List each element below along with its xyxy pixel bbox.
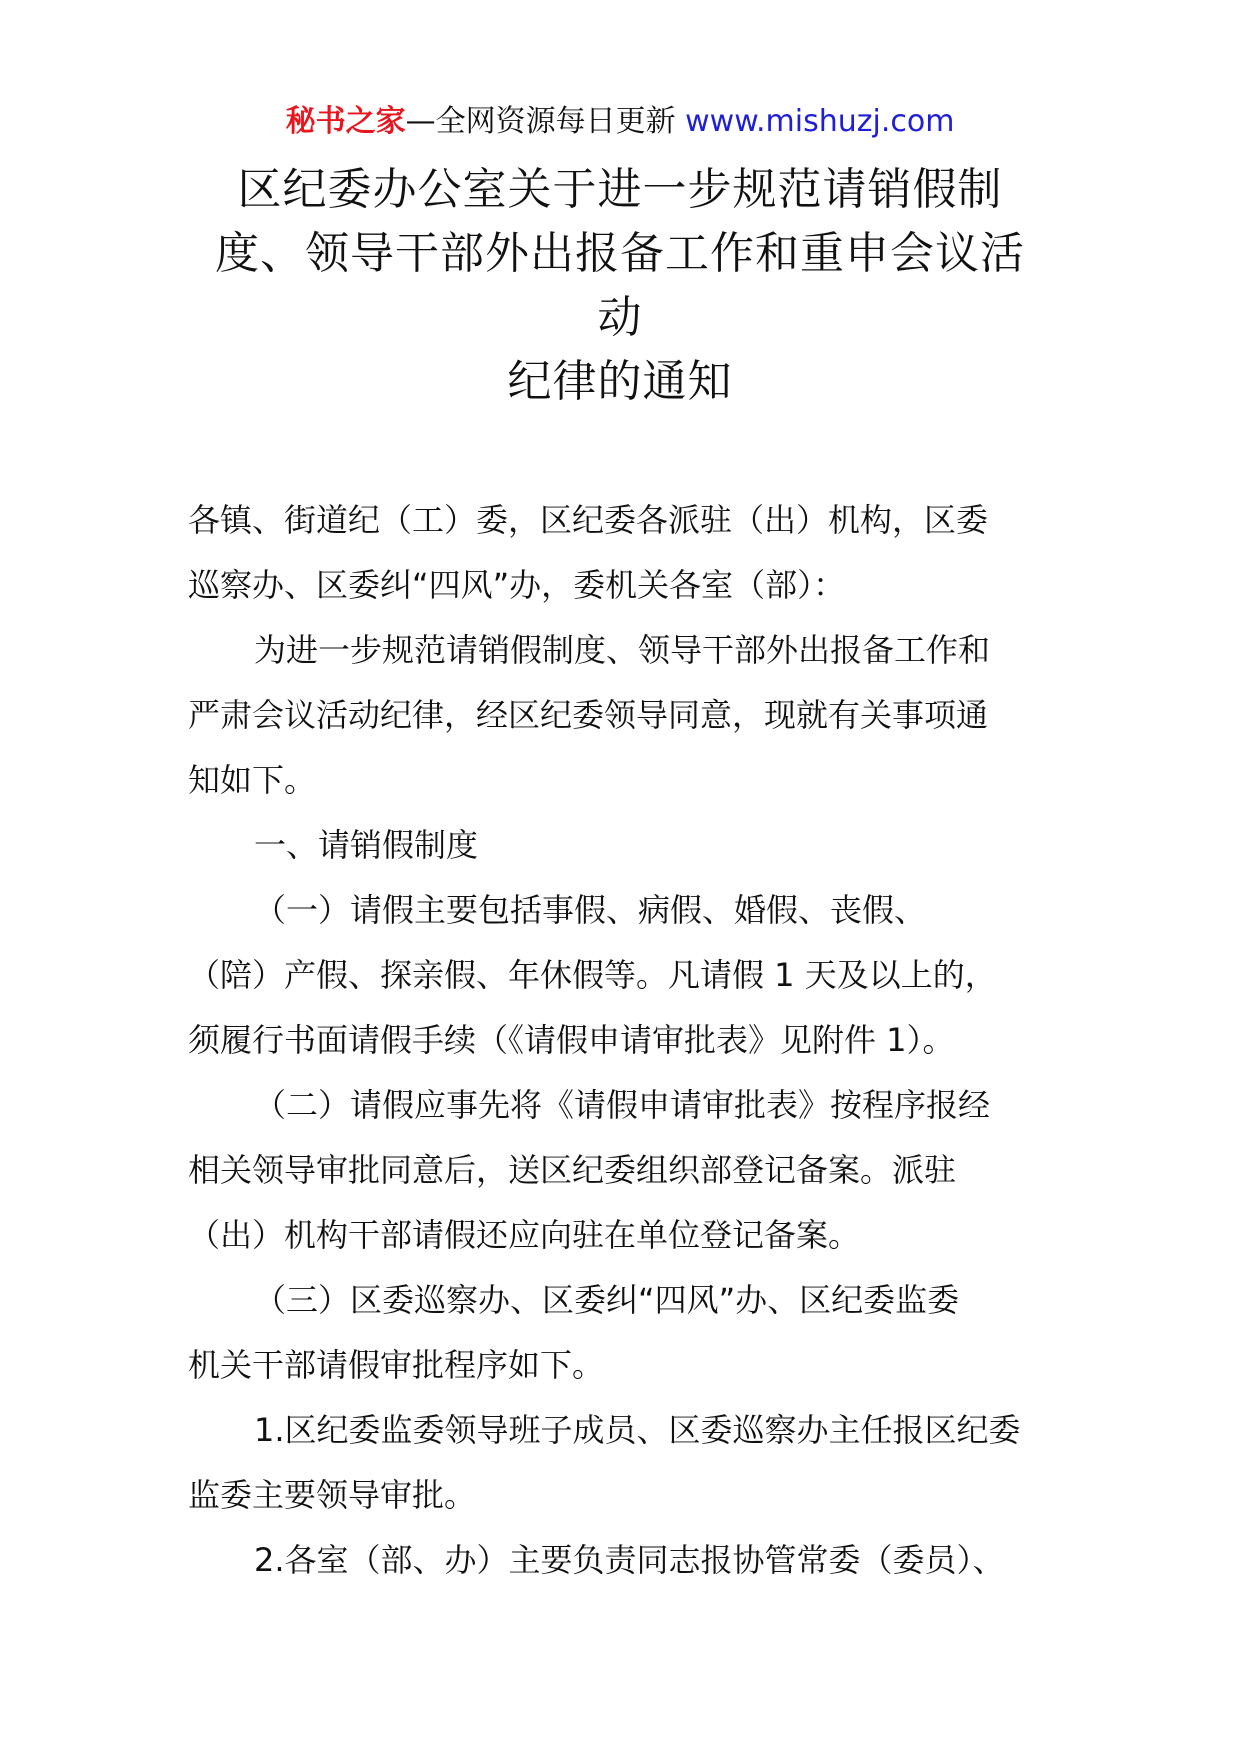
salutation	[188, 488, 1056, 618]
brand-name: 秘书之家	[285, 104, 406, 139]
sub2-line: 2.各室（部、办）主要负责同志报协管常委（委员）、	[254, 1541, 1005, 1579]
item-paragraph-1	[188, 878, 1056, 1073]
item3-line: （三）区委巡察办、区委纠“四风”办、区纪委监委	[254, 1281, 960, 1319]
intro-line: 为进一步规范请销假制度、领导干部外出报备工作和	[254, 631, 991, 669]
document-body	[188, 488, 1056, 1593]
sub-item-2	[188, 1528, 1056, 1593]
salutation-line: 巡察办、区委纠“四风”办，委机关各室（部）：	[188, 566, 846, 604]
sub1-line: 监委主要领导审批。	[188, 1476, 477, 1514]
item3-line: 机关干部请假审批程序如下。	[188, 1346, 605, 1384]
document-title	[190, 158, 1050, 414]
item2-line: 相关领导审批同意后，送区纪委组织部登记备案。派驻	[188, 1151, 957, 1189]
item1-line: （一）请假主要包括事假、病假、婚假、丧假、	[254, 891, 927, 929]
site-url[interactable]: www.mishuzj.com	[685, 104, 955, 139]
header-tagline: —全网资源每日更新	[405, 104, 686, 139]
section1-heading: 一、请销假制度	[254, 826, 479, 864]
item-paragraph-3	[188, 1268, 1056, 1398]
title-line: 度、领导干部外出报备工作和重申会议活	[215, 228, 1025, 279]
item2-line: （出）机构干部请假还应向驻在单位登记备案。	[188, 1216, 861, 1254]
item1-line: （陪）产假、探亲假、年休假等。凡请假 1 天及以上的，	[188, 956, 997, 994]
salutation-line: 各镇、街道纪（工）委，区纪委各派驻（出）机构，区委	[188, 501, 989, 539]
intro-line: 严肃会议活动纪律，经区纪委领导同意，现就有关事项通	[188, 696, 989, 734]
title-line: 动	[597, 292, 643, 343]
item1-line: 须履行书面请假手续（《请假申请审批表》见附件 1）。	[188, 1021, 955, 1059]
site-header	[0, 100, 1240, 144]
section-heading	[188, 813, 1056, 878]
intro-line: 知如下。	[188, 761, 317, 799]
sub-item-1	[188, 1398, 1056, 1528]
title-line: 纪律的通知	[507, 356, 733, 407]
intro-paragraph	[188, 618, 1056, 813]
item-paragraph-2	[188, 1073, 1056, 1268]
item2-line: （二）请假应事先将《请假申请审批表》按程序报经	[254, 1086, 991, 1124]
title-line: 区纪委办公室关于进一步规范请销假制	[237, 164, 1003, 215]
sub1-line: 1.区纪委监委领导班子成员、区委巡察办主任报区纪委	[254, 1411, 1021, 1449]
